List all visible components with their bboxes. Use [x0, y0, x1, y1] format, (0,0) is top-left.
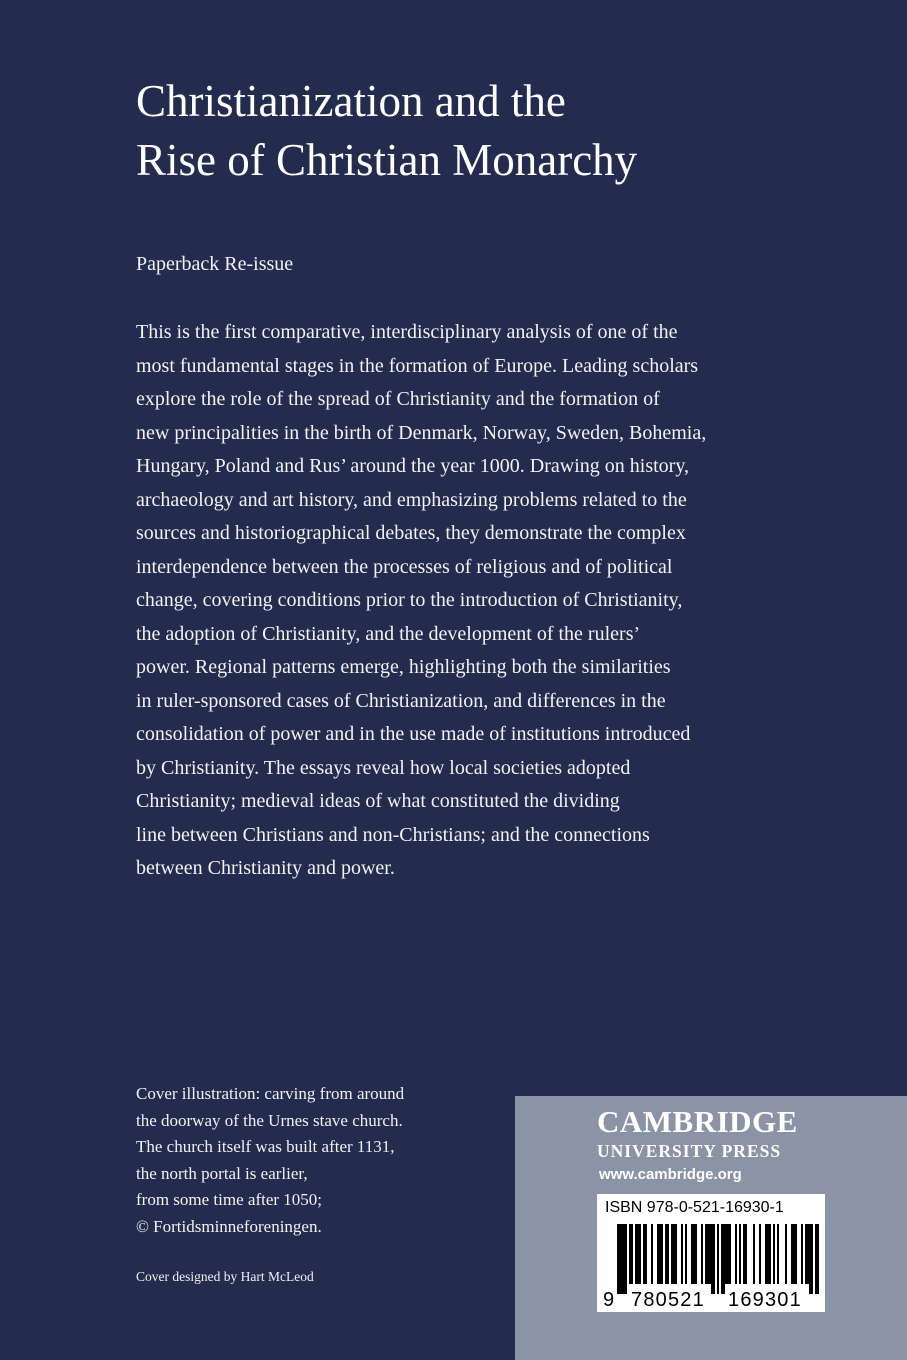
barcode-bar	[667, 1224, 669, 1284]
book-title	[136, 72, 836, 190]
barcode-bar	[817, 1224, 819, 1294]
barcode-bar	[625, 1224, 627, 1294]
blurb-line: new principalities in the birth of Denmark, Norway, Sweden, Bohemia,	[136, 421, 707, 444]
barcode-bar	[661, 1224, 663, 1284]
barcode-bar	[743, 1224, 745, 1284]
designer-credit: Cover designed by Hart McLeod	[136, 1269, 314, 1284]
barcode-bar	[759, 1224, 761, 1284]
barcode-bar	[681, 1224, 683, 1284]
barcode-bar	[675, 1224, 677, 1284]
credit-line: Cover illustration: carving from around	[136, 1084, 405, 1103]
barcode-bar	[657, 1224, 659, 1284]
barcode-bar	[707, 1224, 709, 1284]
publisher-name: CAMBRIDGE	[597, 1104, 798, 1139]
blurb-line: in ruler-sponsored cases of Christianization, and differences in the	[136, 689, 666, 712]
barcode-lead-digit: 9	[603, 1289, 615, 1311]
barcode-bar	[705, 1224, 707, 1284]
blurb-line: by Christianity. The essays reveal how local societies adopted	[136, 756, 631, 779]
barcode-bar	[673, 1224, 675, 1284]
barcode-bar	[659, 1224, 661, 1284]
barcode-bar	[691, 1224, 693, 1284]
blurb-line: Christianity; medieval ideas of what constituted the dividing	[136, 790, 620, 812]
barcode-bar	[685, 1224, 687, 1284]
barcode-bar	[725, 1224, 727, 1284]
barcode-bar	[773, 1224, 775, 1284]
credit-line: the north portal is earlier,	[136, 1163, 308, 1183]
barcode-bar	[811, 1224, 813, 1294]
barcode-bar	[693, 1224, 695, 1284]
blurb-line: between Christianity and power.	[136, 857, 395, 879]
blurb-line: change, covering conditions prior to the introduction of Christianity,	[136, 589, 683, 611]
blurb-line: the adoption of Christianity, and the development of the rulers’	[136, 622, 641, 645]
barcode-bar	[643, 1224, 645, 1284]
blurb-line: most fundamental stages in the formation of Europe. Leading scholars	[136, 354, 699, 377]
barcode-bar	[711, 1224, 713, 1294]
blurb-line: explore the role of the spread of Christianity and the formation of	[136, 388, 660, 410]
barcode-bar	[807, 1224, 809, 1284]
credit-line: the doorway of the Urnes stave church.	[136, 1110, 403, 1130]
publisher-panel	[515, 1096, 907, 1360]
barcode-bar	[619, 1224, 621, 1294]
blurb-line: archaeology and art history, and emphasizing problems related to the	[136, 488, 687, 511]
barcode-bar	[631, 1224, 633, 1284]
credit-line: from some time after 1050;	[136, 1190, 323, 1209]
barcode-bar	[795, 1224, 797, 1284]
barcode-bar	[723, 1224, 725, 1294]
barcode-bar	[785, 1224, 787, 1284]
barcode-bar	[745, 1224, 747, 1284]
barcode-bar	[739, 1224, 741, 1284]
barcode-bar	[777, 1224, 779, 1284]
barcode-bar	[791, 1224, 793, 1284]
publisher-url: www.cambridge.org	[599, 1166, 742, 1183]
barcode-bar	[769, 1224, 771, 1284]
barcode-bar	[753, 1224, 755, 1284]
blurb-line: interdependence between the processes of religious and of political	[136, 555, 673, 578]
barcode-bar	[617, 1224, 619, 1294]
barcode-bar	[767, 1224, 769, 1284]
barcode-bar	[815, 1224, 817, 1294]
isbn-label: ISBN 978-0-521-16930-1	[605, 1199, 784, 1216]
blurb-text	[136, 316, 816, 886]
barcode-bar	[701, 1224, 703, 1284]
barcode-bar	[735, 1224, 737, 1284]
barcode-right-digits: 169301	[728, 1289, 802, 1311]
barcode-bar	[621, 1224, 623, 1294]
barcode-bar	[801, 1224, 803, 1284]
credit-line: © Fortidsminneforeningen.	[136, 1216, 322, 1236]
blurb-line: line between Christians and non-Christians; and the connections	[136, 823, 650, 846]
blurb-line: Hungary, Poland and Rus’ around the year 1000. Drawing on history,	[136, 455, 690, 477]
blurb-line: power. Regional patterns emerge, highlighting both the similarities	[136, 656, 671, 678]
illustration-credit	[136, 1081, 404, 1240]
barcode-bar	[709, 1224, 711, 1284]
barcode-left-digits: 780521	[631, 1289, 705, 1311]
blurb-line: consolidation of power and in the use made of institutions introduced	[136, 723, 691, 745]
barcode-bar	[713, 1224, 715, 1294]
barcode-bar	[645, 1224, 647, 1284]
barcode-bar	[765, 1224, 767, 1284]
barcode-bar	[623, 1224, 625, 1294]
blurb-line: This is the first comparative, interdisciplinary analysis of one of the	[136, 321, 678, 343]
credit-line: The church itself was built after 1131,	[136, 1137, 395, 1156]
blurb-line: sources and historiographical debates, they demonstrate the complex	[136, 522, 686, 544]
barcode-box	[597, 1194, 825, 1312]
barcode-bar	[637, 1224, 639, 1284]
barcode-bar	[793, 1224, 795, 1284]
barcode-bar	[665, 1224, 667, 1284]
title-line-1: Christianization and the	[136, 76, 566, 126]
barcode-bar	[727, 1224, 729, 1284]
barcode-bar	[651, 1224, 653, 1284]
barcode-bars	[617, 1224, 819, 1294]
barcode-bar	[629, 1224, 631, 1284]
barcode-bar	[717, 1224, 719, 1294]
title-line-2: Rise of Christian Monarchy	[136, 135, 638, 185]
barcode-bar	[721, 1224, 723, 1294]
publisher-subname: UNIVERSITY PRESS	[597, 1141, 782, 1161]
barcode-bar	[805, 1224, 807, 1284]
barcode-bar	[639, 1224, 641, 1284]
barcode-graphic	[597, 1194, 825, 1312]
barcode-bar	[809, 1224, 811, 1294]
barcode-bar	[695, 1224, 697, 1284]
barcode-bar	[671, 1224, 673, 1284]
edition-label: Paperback Re-issue	[136, 253, 294, 275]
barcode-bar	[729, 1224, 731, 1284]
barcode-bar	[635, 1224, 637, 1284]
